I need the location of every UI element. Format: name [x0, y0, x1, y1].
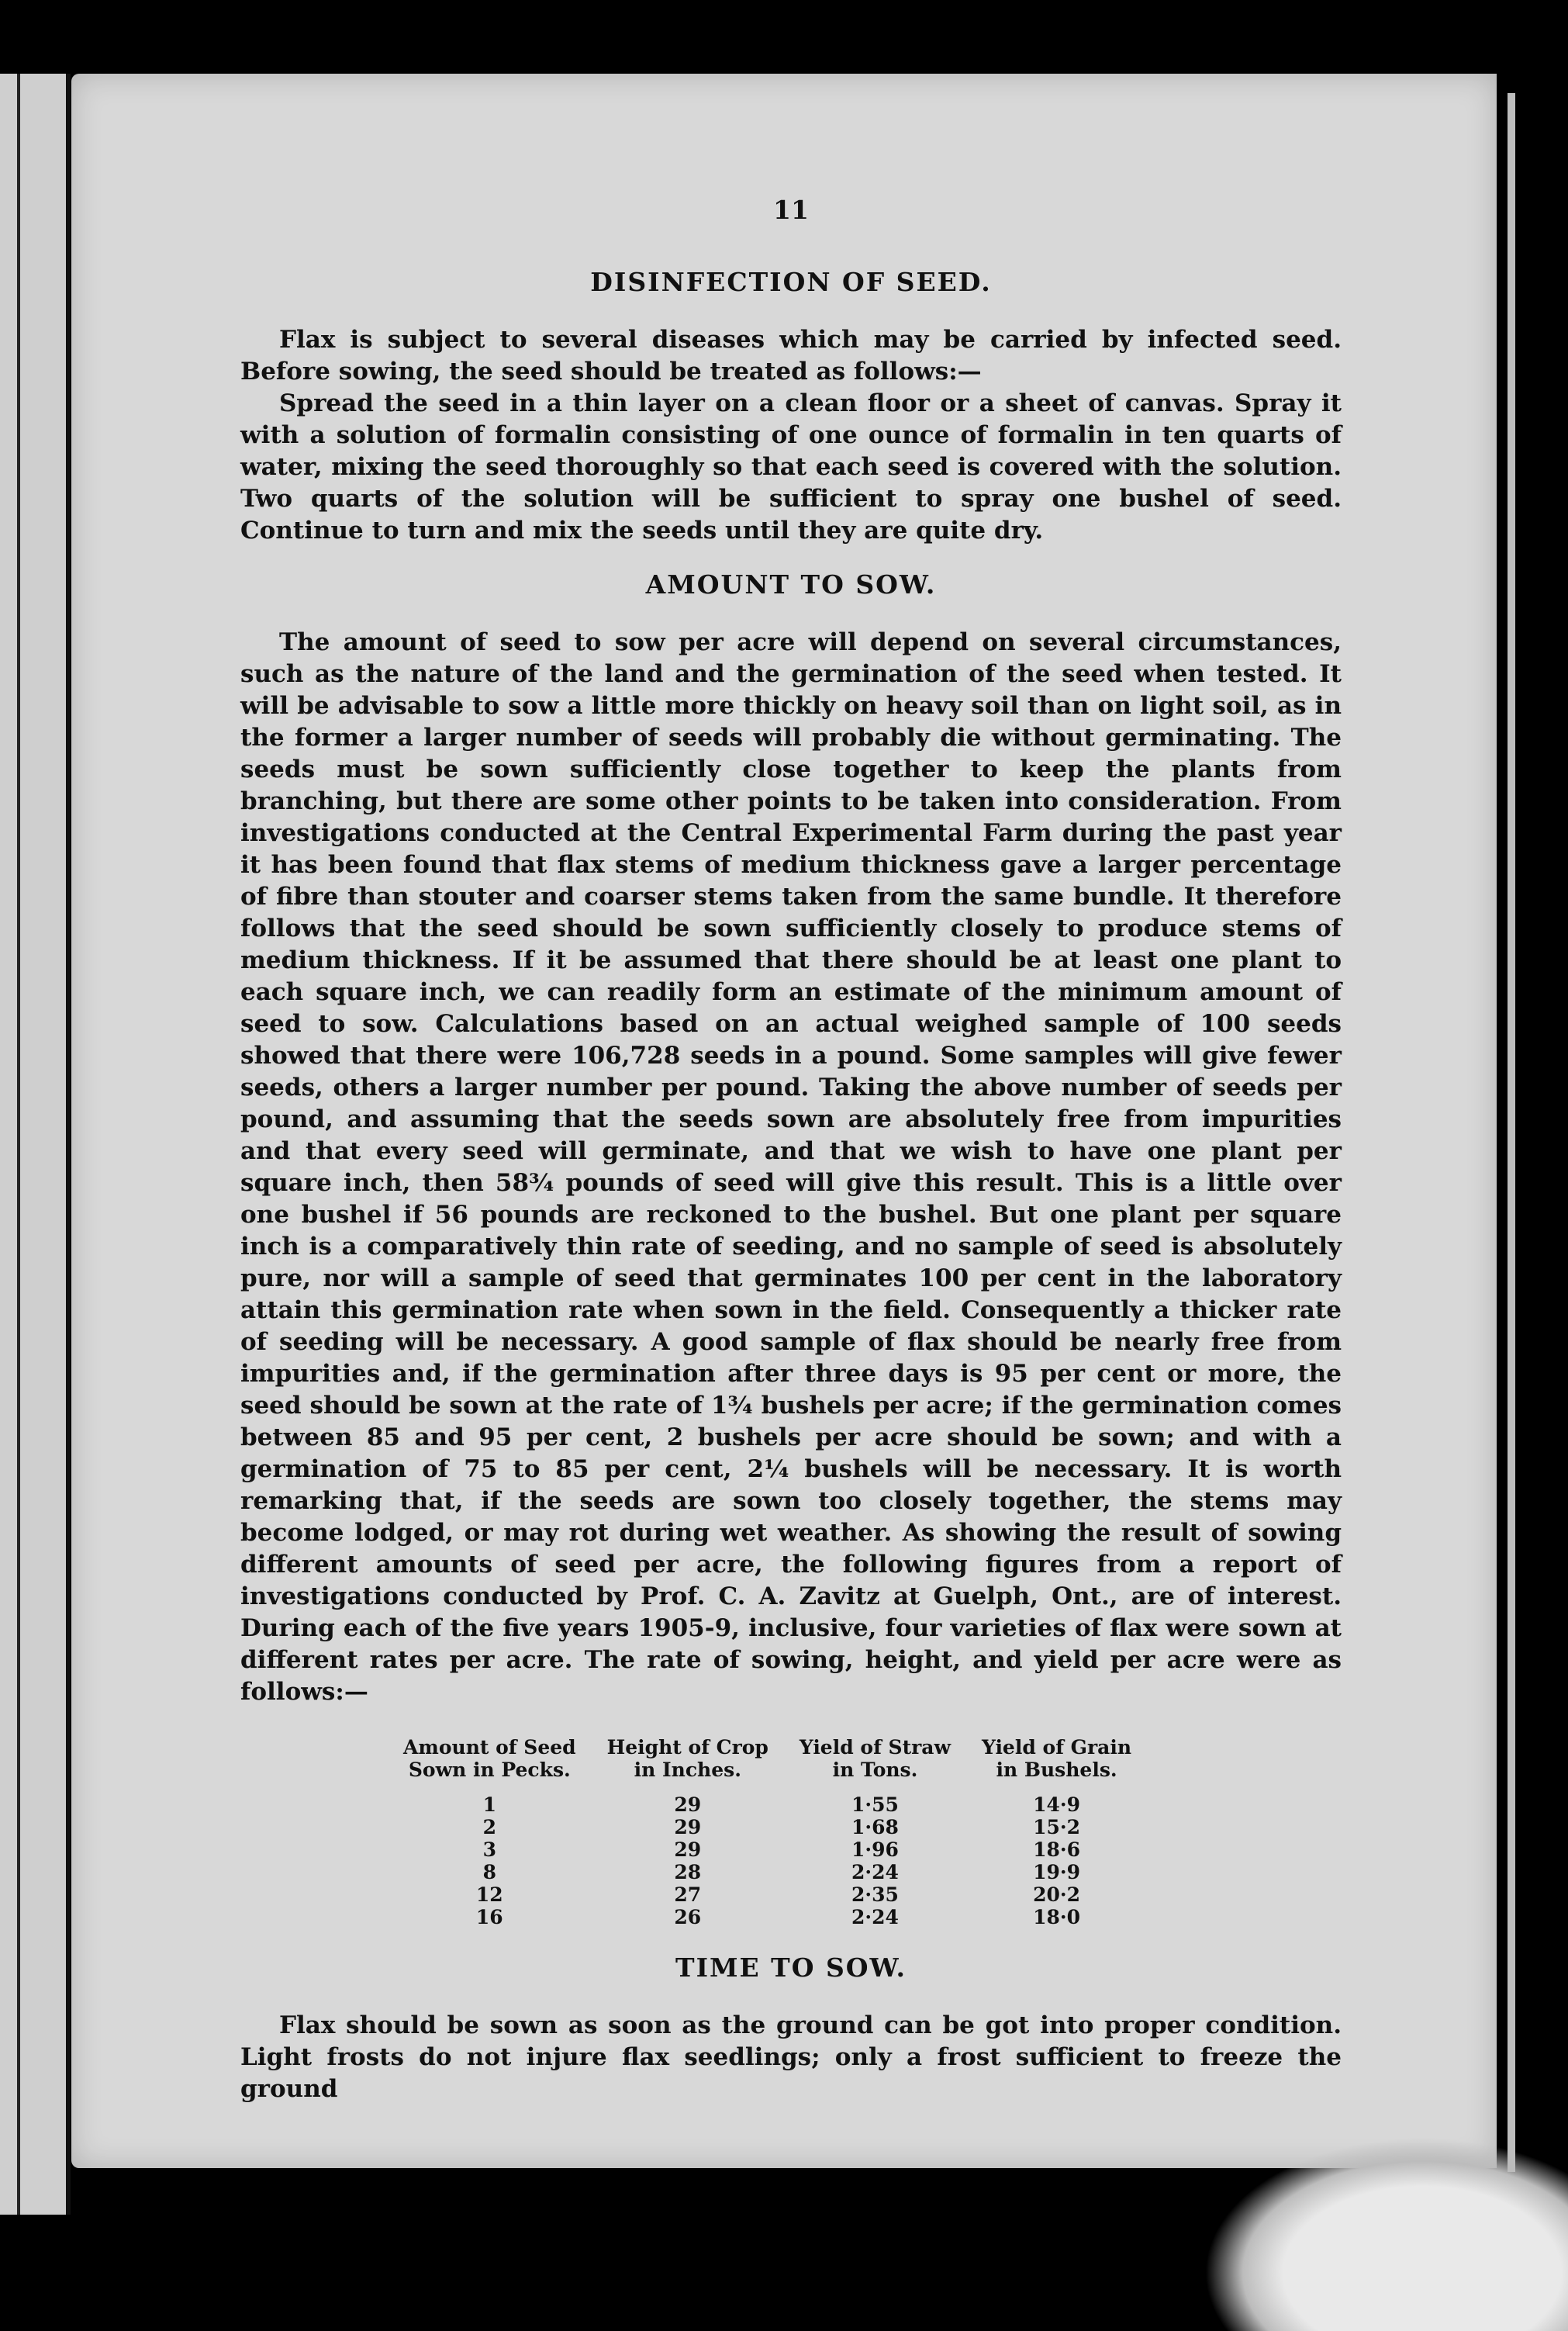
column-header-straw: Yield of Straw in Tons.: [799, 1736, 952, 1781]
table-row: [388, 1816, 1147, 1838]
paragraph: Flax should be sown as soon as the ground can be got into proper condition. Light frosts do not injure flax seedlings; only a frost sufficient to freeze the ground: [240, 2011, 1342, 2103]
table-row: [388, 1883, 1147, 1906]
table-cell: 29: [674, 1793, 702, 1816]
page-right-edge: [1508, 93, 1515, 2172]
table-cell: 3: [482, 1838, 496, 1861]
table-cell: 15·2: [1033, 1816, 1080, 1838]
table-cell: 2·24: [851, 1861, 899, 1883]
table-cell: 18·6: [1033, 1838, 1080, 1861]
table-cell: 1·96: [851, 1838, 899, 1861]
table-cell: 20·2: [1033, 1883, 1080, 1906]
table-cell: 1·55: [851, 1793, 899, 1816]
table-cell: 19·9: [1033, 1861, 1080, 1883]
facing-page-rule: [17, 74, 20, 2215]
paragraph: Spread the seed in a thin layer on a clean floor or a sheet of canvas. Spray it with a solution of formalin consisting of one ounce of formalin in ten quarts of water, mixing the seed thoroughly so that each seed is covered with the solution. Two quarts of the solution will be sufficient to spray one bushel of seed. Continue to turn and mix the seeds until they are quite dry.: [240, 389, 1342, 545]
table-cell: 2: [482, 1816, 496, 1838]
table-row: [388, 1793, 1147, 1816]
table-cell: 2·35: [851, 1883, 899, 1906]
table-cell: 29: [674, 1838, 702, 1861]
table-row: [388, 1906, 1147, 1928]
table-cell: 1·68: [851, 1816, 899, 1838]
page-number: 11: [773, 195, 809, 225]
facing-page-edge: [0, 74, 71, 2215]
seeding-results-table: [388, 1736, 1147, 1928]
paragraph: The amount of seed to sow per acre will depend on several circumstances, such as the nature of the land and the germination of the seed when tested. It will be advisable to sow a little more thickly on heavy soil than on light soil, as in the former a larger number of seeds will probably die without germinating. The seeds must be sown sufficiently close together to keep the plants from branching, but there are some other points to be taken into consideration. From investigations conducted at the Central Experimental Farm during the past year it has been found that flax stems of medium thickness gave a larger percentage of fibre than stouter and coarser stems taken from the same bundle. It therefore follows that the seed should be sown sufficiently closely to produce stems of medium thickness. If it be assumed that there should be at least one plant to each square inch, we can readily form an estimate of the minimum amount of seed to sow. Calculations based on an actual weighed sample of 100 seeds showed that there were 106,728 seeds in a pound. Some samples will give fewer seeds, others a larger number per pound. Taking the above number of seeds per pound, and assuming that the seeds sown are absolutely free from impurities and that every seed will germinate, and that we wish to have one plant per square inch, then 58¾ pounds of seed will give this result. This is a little over one bushel if 56 pounds are reckoned to the bushel. But one plant per square inch is a comparatively thin rate of seeding, and no sample of seed is absolutely pure, nor will a sample of seed that germinates 100 per cent in the laboratory attain this germination rate when sown in the field. Consequently a thicker rate of seeding will be necessary. A good sample of flax should be nearly free from impurities and, if the germination after three days is 95 per cent or more, the seed should be sown at the rate of 1¾ bushels per acre; if the germination comes between 85 and 95 per cent, 2 bushels per acre should be sown; and with a germination of 75 to 85 per cent, 2¼ bushels will be necessary. It is worth remarking that, if the seeds are sown too closely together, the stems may become lodged, or may rot during wet weather. As showing the result of sowing different amounts of seed per acre, the following figures from a report of investigations conducted by Prof. C. A. Zavitz at Guelph, Ont., are of interest. During each of the five years 1905-9, inclusive, four varieties of flax were sown at different rates per acre. The rate of sowing, height, and yield per acre were as follows:—: [240, 628, 1342, 1706]
table-row: [388, 1838, 1147, 1861]
page-content: [240, 194, 1342, 2105]
table-cell: 26: [674, 1906, 702, 1928]
table-cell: 2·24: [851, 1906, 899, 1928]
table-header-row: [388, 1736, 1147, 1793]
paragraph: Flax is subject to several diseases which may be carried by infected seed. Before sowing, the seed should be treated as follows:—: [240, 326, 1342, 386]
table-cell: 27: [674, 1883, 702, 1906]
section-heading-time: TIME TO SOW.: [675, 1952, 907, 1983]
paper-damage: [1204, 2137, 1568, 2331]
column-header-grain: Yield of Grain in Bushels.: [982, 1736, 1132, 1781]
table-row: [388, 1861, 1147, 1883]
table-cell: 18·0: [1033, 1906, 1080, 1928]
table-cell: 16: [475, 1906, 503, 1928]
column-header-amount: Amount of Seed Sown in Pecks.: [403, 1736, 576, 1781]
table-cell: 1: [482, 1793, 496, 1816]
table-cell: 8: [482, 1861, 496, 1883]
table-cell: 28: [674, 1861, 702, 1883]
table-cell: 12: [475, 1883, 503, 1906]
section-heading-disinfection: DISINFECTION OF SEED.: [590, 267, 992, 297]
table-cell: 29: [674, 1816, 702, 1838]
section-heading-amount: AMOUNT TO SOW.: [645, 569, 937, 600]
column-header-height: Height of Crop in Inches.: [606, 1736, 768, 1781]
table-cell: 14·9: [1033, 1793, 1080, 1816]
